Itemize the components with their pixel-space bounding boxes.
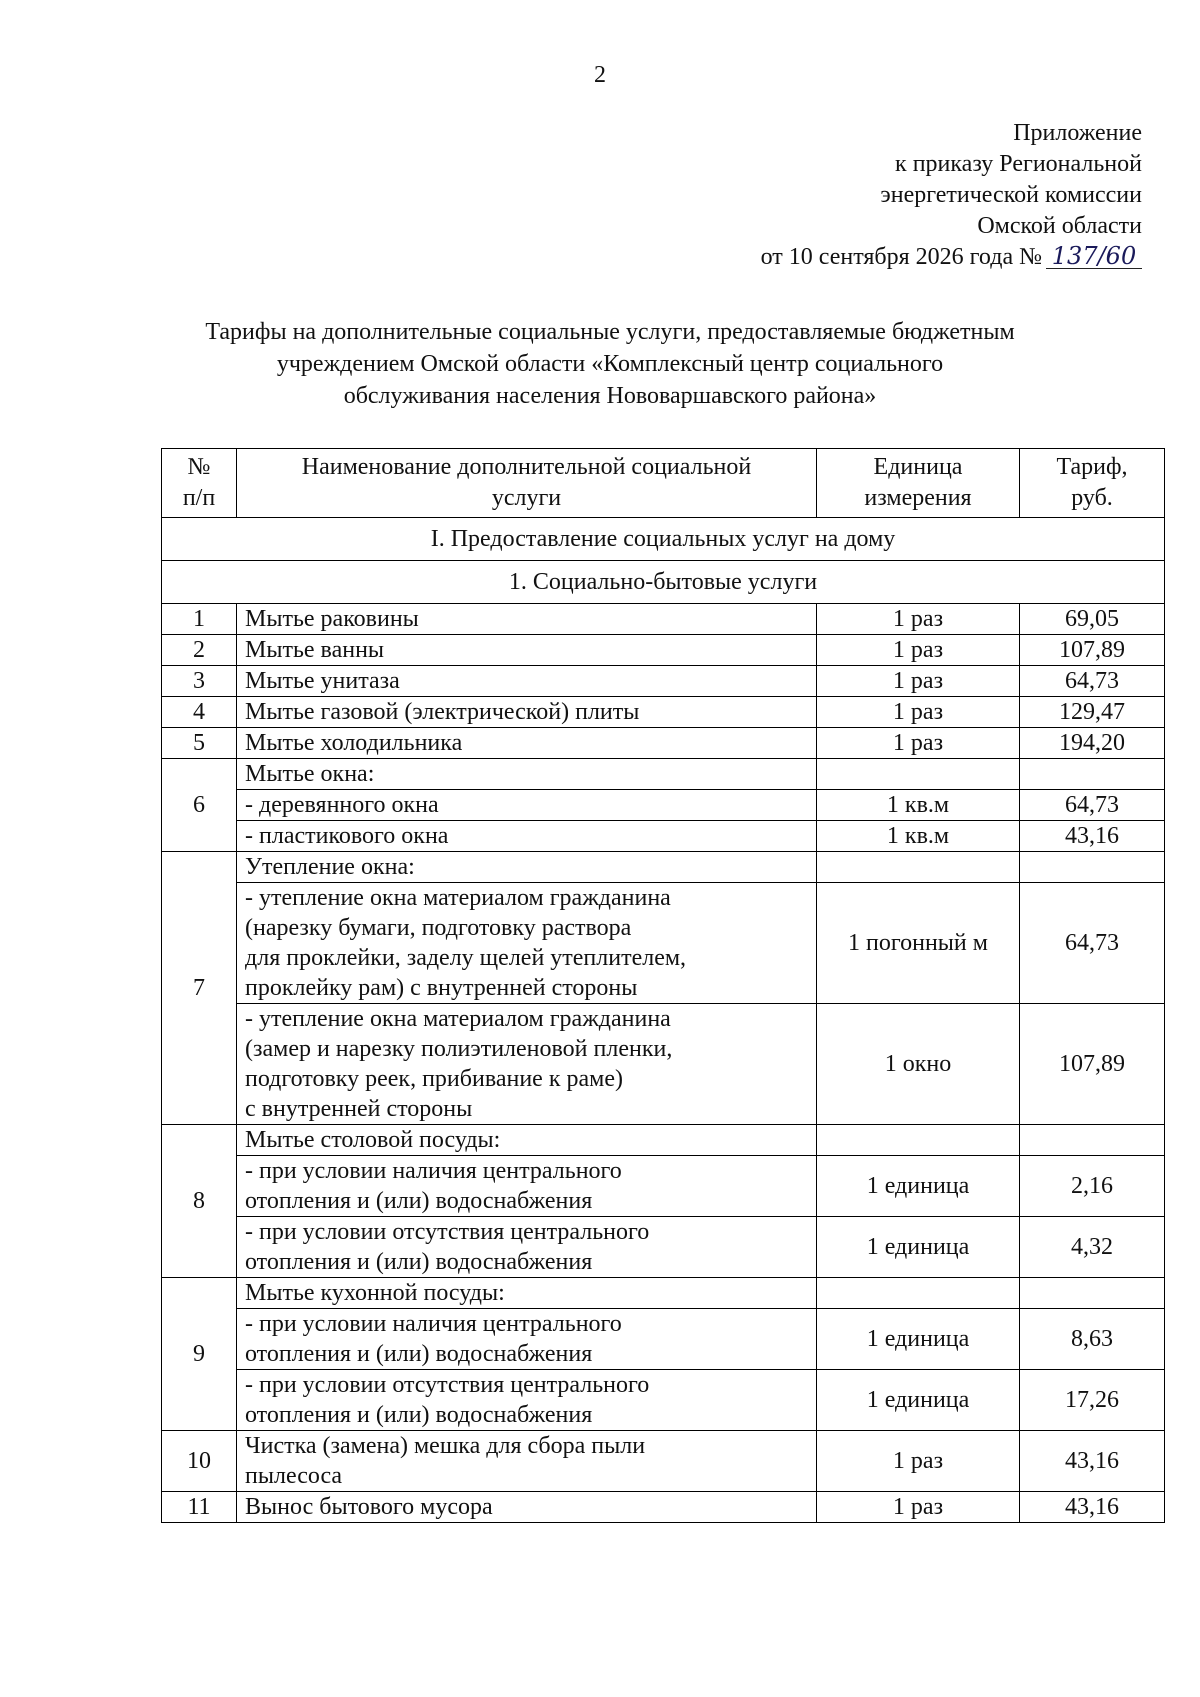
- service-name-line: - при условии наличия центрального: [245, 1311, 622, 1337]
- table-row: [162, 1004, 1165, 1125]
- service-name: [237, 1004, 817, 1125]
- service-name-line: отопления и (или) водоснабжения: [245, 1249, 593, 1275]
- service-group-heading: Мытье окна:: [237, 759, 817, 790]
- tariff: 129,47: [1020, 697, 1165, 728]
- unit: 1 погонный м: [817, 883, 1020, 1004]
- unit: 1 раз: [817, 1492, 1020, 1523]
- service-name: [237, 1431, 817, 1492]
- unit: 1 единица: [817, 1370, 1020, 1431]
- unit: 1 раз: [817, 697, 1020, 728]
- appendix-line: к приказу Региональной: [895, 151, 1142, 177]
- row-number: 8: [162, 1125, 237, 1278]
- header-unit: [817, 449, 1020, 518]
- table-row: [162, 1309, 1165, 1370]
- tariff: 4,32: [1020, 1217, 1165, 1278]
- header-text: №: [187, 454, 211, 480]
- tariff: 64,73: [1020, 883, 1165, 1004]
- header-text: Единица: [873, 454, 963, 480]
- tariff: 69,05: [1020, 604, 1165, 635]
- service-name: Мытье газовой (электрической) плиты: [237, 697, 817, 728]
- service-name: - деревянного окна: [237, 790, 817, 821]
- title-line: Тарифы на дополнительные социальные услуги, предоставляемые бюджетным: [205, 319, 1015, 345]
- unit-empty: [817, 1125, 1020, 1156]
- unit: 1 единица: [817, 1156, 1020, 1217]
- unit-empty: [817, 852, 1020, 883]
- unit: 1 раз: [817, 604, 1020, 635]
- unit: 1 раз: [817, 728, 1020, 759]
- date-text: от 10 сентября 2026 года №: [760, 244, 1042, 270]
- service-name-line: (замер и нарезку полиэтиленовой пленки,: [245, 1036, 673, 1062]
- table-row: [162, 1217, 1165, 1278]
- tariff: 17,26: [1020, 1370, 1165, 1431]
- service-name: [237, 1370, 817, 1431]
- subsection-title: 1. Социально-бытовые услуги: [162, 561, 1165, 604]
- tariff: 107,89: [1020, 1004, 1165, 1125]
- service-group-heading: Мытье кухонной посуды:: [237, 1278, 817, 1309]
- service-name-line: - при условии наличия центрального: [245, 1158, 622, 1184]
- service-name: [237, 1217, 817, 1278]
- row-number: 11: [162, 1492, 237, 1523]
- table-row: [162, 1492, 1165, 1523]
- tariff: 194,20: [1020, 728, 1165, 759]
- table-row: [162, 666, 1165, 697]
- service-name-line: подготовку реек, прибивание к раме): [245, 1066, 623, 1092]
- tariff: 64,73: [1020, 790, 1165, 821]
- service-name: [237, 1309, 817, 1370]
- row-number: 2: [162, 635, 237, 666]
- header-text: Тариф,: [1056, 454, 1128, 480]
- service-name-line: Чистка (замена) мешка для сбора пыли: [245, 1433, 646, 1459]
- table-row: [162, 1370, 1165, 1431]
- header-text: руб.: [1071, 485, 1113, 511]
- header-tariff: [1020, 449, 1165, 518]
- tariff: 2,16: [1020, 1156, 1165, 1217]
- appendix-line: Приложение: [1013, 120, 1142, 146]
- row-number: 9: [162, 1278, 237, 1431]
- header-text: измерения: [864, 485, 972, 511]
- service-name-line: проклейку рам) с внутренней стороны: [245, 975, 638, 1001]
- table-row: [162, 1156, 1165, 1217]
- subsection-row: [162, 561, 1165, 604]
- title-line: обслуживания населения Нововаршавского района»: [343, 383, 877, 409]
- unit: 1 кв.м: [817, 790, 1020, 821]
- unit: 1 раз: [817, 635, 1020, 666]
- table-row: [162, 1278, 1165, 1309]
- tariff: 43,16: [1020, 1492, 1165, 1523]
- unit: 1 единица: [817, 1309, 1020, 1370]
- header-text: Наименование дополнительной социальной: [301, 454, 752, 480]
- appendix-date-line: [761, 242, 1142, 273]
- table-row: [162, 697, 1165, 728]
- tariff: 43,16: [1020, 1431, 1165, 1492]
- service-name-line: - утепление окна материалом гражданина: [245, 885, 671, 911]
- table-row: [162, 1125, 1165, 1156]
- service-name: Мытье унитаза: [237, 666, 817, 697]
- service-group-heading: Мытье столовой посуды:: [237, 1125, 817, 1156]
- table-row: [162, 728, 1165, 759]
- service-name: - пластикового окна: [237, 821, 817, 852]
- service-name-line: пылесоса: [245, 1463, 343, 1489]
- row-number: 1: [162, 604, 237, 635]
- table-row: [162, 635, 1165, 666]
- unit-empty: [817, 759, 1020, 790]
- tariff-empty: [1020, 1125, 1165, 1156]
- table-row: [162, 759, 1165, 790]
- tariff: 64,73: [1020, 666, 1165, 697]
- service-name: Мытье холодильника: [237, 728, 817, 759]
- header-text: п/п: [182, 485, 216, 511]
- service-name-line: отопления и (или) водоснабжения: [245, 1188, 593, 1214]
- unit: 1 окно: [817, 1004, 1020, 1125]
- service-name-line: отопления и (или) водоснабжения: [245, 1402, 593, 1428]
- service-name: Мытье раковины: [237, 604, 817, 635]
- row-number: 7: [162, 852, 237, 1125]
- service-name: [237, 1156, 817, 1217]
- table-row: [162, 821, 1165, 852]
- table-row: [162, 790, 1165, 821]
- row-number: 10: [162, 1431, 237, 1492]
- unit-empty: [817, 1278, 1020, 1309]
- service-name-line: - при условии отсутствия центрального: [245, 1372, 650, 1398]
- appendix-line: энергетической комиссии: [880, 182, 1142, 208]
- service-name: Вынос бытового мусора: [237, 1492, 817, 1523]
- service-name-line: отопления и (или) водоснабжения: [245, 1341, 593, 1367]
- service-group-heading: Утепление окна:: [237, 852, 817, 883]
- table-row: [162, 1431, 1165, 1492]
- unit: 1 раз: [817, 1431, 1020, 1492]
- table-row: [162, 604, 1165, 635]
- header-text: услуги: [491, 485, 562, 511]
- appendix-header: [761, 118, 1142, 273]
- section-title: I. Предоставление социальных услуг на дому: [162, 518, 1165, 561]
- section-row: [162, 518, 1165, 561]
- tariff-empty: [1020, 852, 1165, 883]
- document-title: [150, 316, 1070, 412]
- unit: 1 кв.м: [817, 821, 1020, 852]
- row-number: 6: [162, 759, 237, 852]
- tariff-empty: [1020, 759, 1165, 790]
- service-name: Мытье ванны: [237, 635, 817, 666]
- tariff: 43,16: [1020, 821, 1165, 852]
- table-header-row: [162, 449, 1165, 518]
- page-number: 2: [594, 62, 606, 88]
- tariff-empty: [1020, 1278, 1165, 1309]
- service-name: [237, 883, 817, 1004]
- appendix-line: Омской области: [977, 213, 1142, 239]
- tariff: 107,89: [1020, 635, 1165, 666]
- table-row: [162, 883, 1165, 1004]
- service-name-line: (нарезку бумаги, подготовку раствора: [245, 915, 632, 941]
- header-name: [237, 449, 817, 518]
- table-row: [162, 852, 1165, 883]
- service-name-line: для проклейки, заделу щелей утеплителем,: [245, 945, 687, 971]
- unit: 1 единица: [817, 1217, 1020, 1278]
- title-line: учреждением Омской области «Комплексный центр социального: [276, 351, 944, 377]
- order-number-handwritten: 137/60: [1046, 244, 1142, 269]
- tariff-table: [161, 448, 1165, 1523]
- row-number: 3: [162, 666, 237, 697]
- row-number: 4: [162, 697, 237, 728]
- unit: 1 раз: [817, 666, 1020, 697]
- service-name-line: - утепление окна материалом гражданина: [245, 1006, 671, 1032]
- tariff: 8,63: [1020, 1309, 1165, 1370]
- service-name-line: - при условии отсутствия центрального: [245, 1219, 650, 1245]
- header-no: [162, 449, 237, 518]
- row-number: 5: [162, 728, 237, 759]
- service-name-line: с внутренней стороны: [245, 1096, 473, 1122]
